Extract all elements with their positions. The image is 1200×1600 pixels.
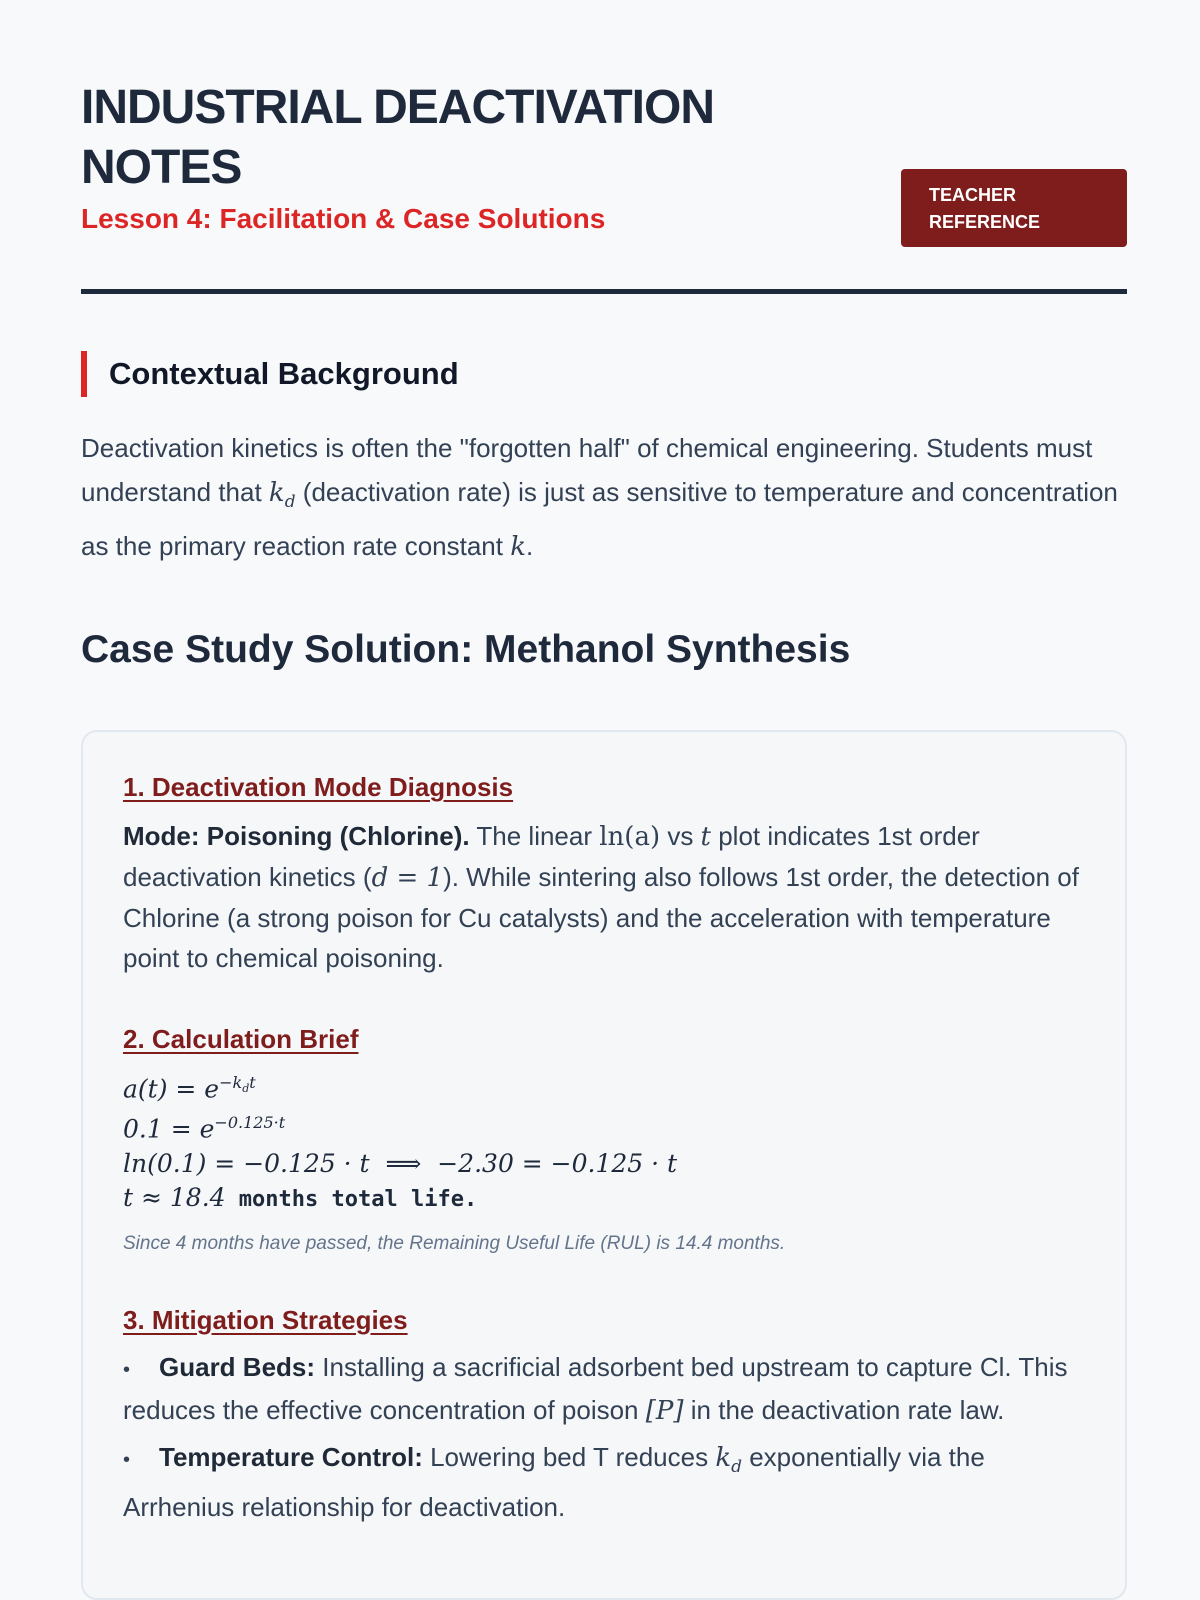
d-equation: d = 1 bbox=[371, 863, 444, 893]
badge-line-2: REFERENCE bbox=[929, 212, 1041, 232]
calc-line-4: t ≈ 18.4 months total life. bbox=[123, 1182, 478, 1212]
badge-line-1: TEACHER bbox=[929, 185, 1017, 205]
page-title: INDUSTRIAL DEACTIVATION NOTES bbox=[81, 81, 714, 194]
kd-symbol-inline: $k_d$ bbox=[715, 1442, 742, 1477]
teacher-reference-badge bbox=[901, 169, 1127, 247]
kd-symbol: $k_d$ bbox=[268, 478, 296, 513]
list-item-guard-beds: • Guard Beds: Installing a sacrificial adsorbent bed upstream to capture Cl. This reduces the effective concentration of poison [P] in the deactivation rate law. bbox=[123, 1351, 1068, 1426]
case-study-title: Case Study Solution: Methanol Synthesis bbox=[81, 628, 851, 671]
background-text-1: Deactivation kinetics is often the "forgotten half" of chemical engineering. Students must understand that bbox=[81, 433, 1093, 507]
page-subtitle: Lesson 4: Facilitation & Case Solutions bbox=[81, 203, 606, 234]
background-text-2: (deactivation rate) is just as sensitive to temperature and concentration as the primary reaction rate constant bbox=[81, 477, 1118, 562]
poison-concentration-symbol: [P] bbox=[645, 1395, 684, 1426]
background-paragraph bbox=[81, 426, 1127, 569]
diagnosis-mode-label: Mode: Poisoning (Chlorine). bbox=[123, 821, 470, 851]
t-symbol: t bbox=[700, 822, 711, 852]
mitigation-title: 3. Mitigation Strategies bbox=[123, 1304, 408, 1335]
diagnosis-paragraph: Mode: Poisoning (Chlorine). The linear ln(a) vs t plot indicates 1st order deactivation kinetics (d = 1). While sintering also follows 1st order, the detection of Chlorine (a strong poison for Cu catalysts) and the acceleration with temperature point to chemical poisoning. bbox=[123, 821, 1079, 973]
rul-note: Since 4 months have passed, the Remaining Useful Life (RUL) is 14.4 months. bbox=[123, 1232, 786, 1254]
section-heading-background: Contextual Background bbox=[81, 351, 459, 397]
diagnosis-title: 1. Deactivation Mode Diagnosis bbox=[123, 772, 514, 802]
solution-card bbox=[81, 730, 1127, 1600]
calc-line-3: ln(0.1) = −0.125 · t ⟹ −2.30 = −0.125 · t bbox=[123, 1148, 678, 1178]
page-header bbox=[81, 78, 1127, 298]
calc-line-1: $a(t) = e^{-k_dt}$ bbox=[123, 1073, 256, 1104]
list-item-temperature-control: • Temperature Control: Lowering bed T reduces $k_d$ exponentially via the Arrhenius relationship for deactivation. bbox=[123, 1441, 985, 1522]
calculation-title: 2. Calculation Brief bbox=[123, 1024, 359, 1054]
ln-a-expression: ln(a) bbox=[599, 822, 661, 852]
mitigation-list bbox=[123, 1347, 1085, 1527]
k-symbol: k bbox=[510, 532, 526, 563]
header-divider bbox=[81, 289, 1127, 294]
background-text-3: . bbox=[525, 531, 534, 562]
calculation-block bbox=[123, 1066, 1085, 1217]
calc-line-2: $0.1 = e^{-0.125\cdot t}$ bbox=[123, 1113, 286, 1144]
